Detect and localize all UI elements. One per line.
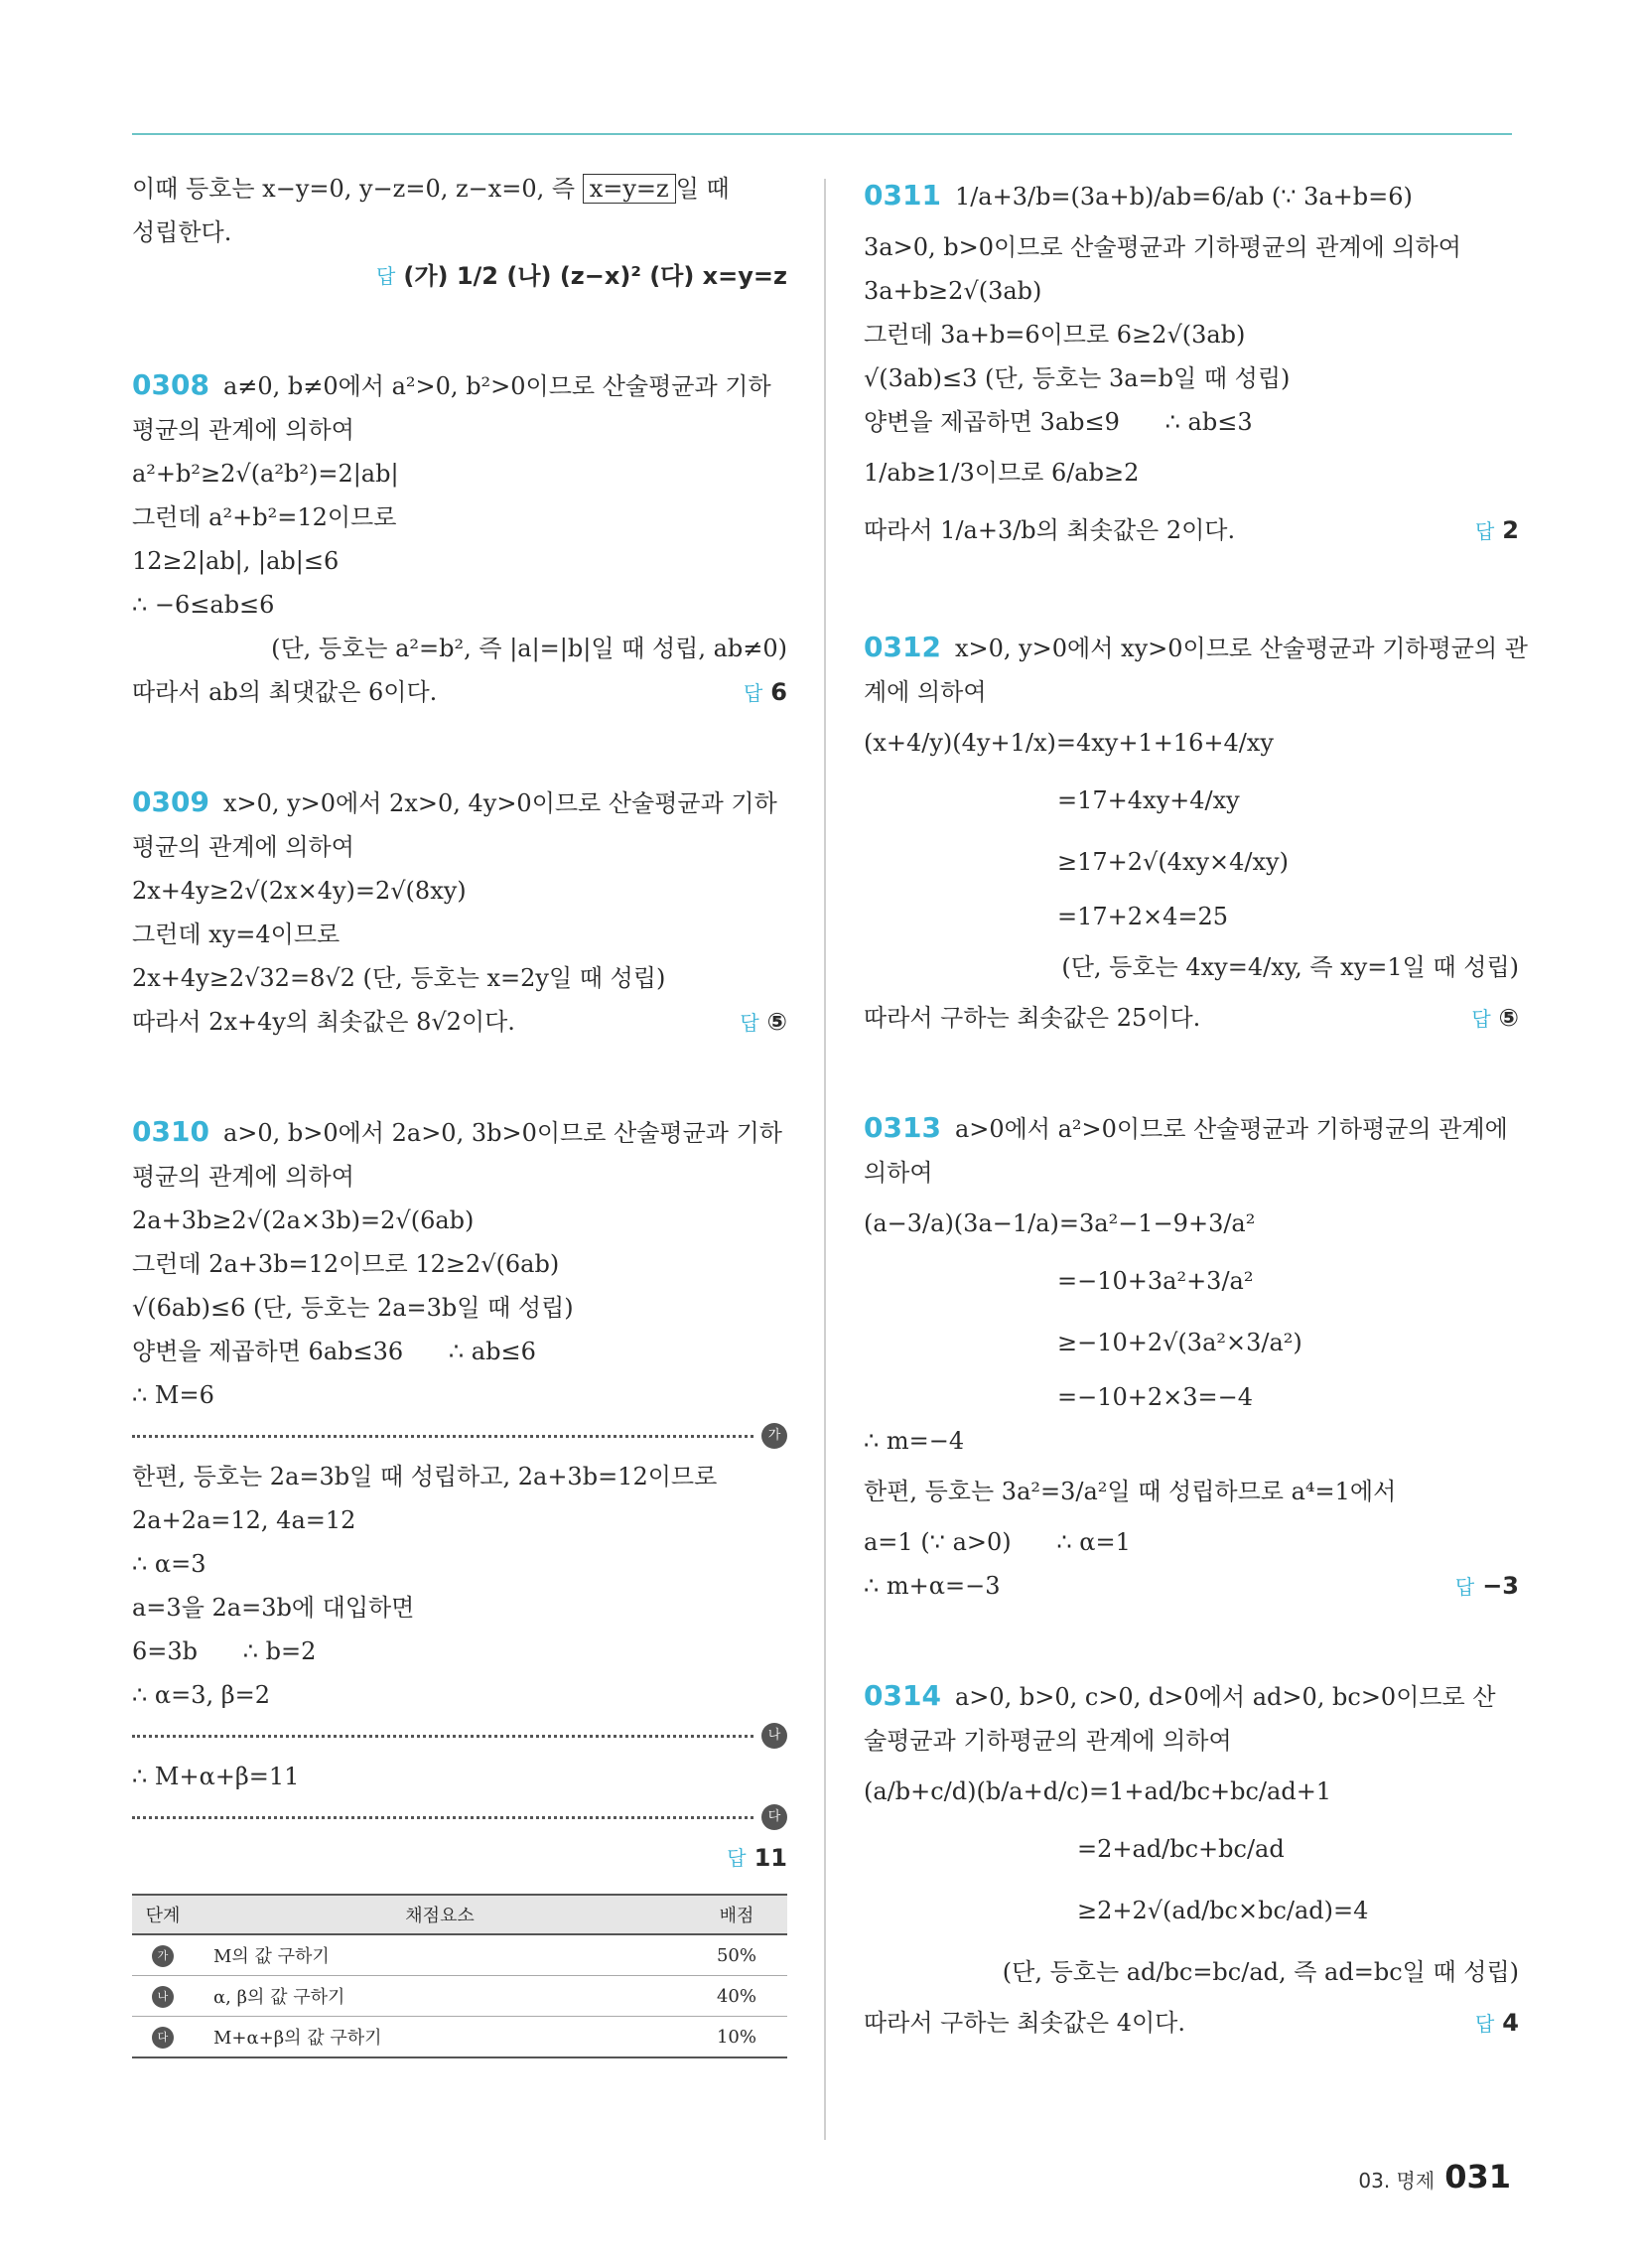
solution-line: 양변을 제곱하면 3ab≤9 ∴ ab≤3 <box>864 408 1253 436</box>
solution-line: 6=3b ∴ b=2 <box>132 1637 317 1665</box>
solution-line: 평균의 관계에 의하여 <box>132 833 354 861</box>
step-divider <box>132 1421 787 1451</box>
intro-text: 이때 등호는 x−y=0, y−z=0, z−x=0, 즉 <box>132 175 583 203</box>
spacer <box>864 560 1519 626</box>
step-cell <box>132 1934 194 1976</box>
chapter-label: 03. 명제 <box>1358 2169 1436 2193</box>
solution-line: ∴ α=3 <box>132 1550 206 1578</box>
solution-line: 그런데 2a+3b=12이므로 12≥2√(6ab) <box>132 1250 560 1278</box>
problem-0310 <box>132 1110 787 2058</box>
line-text: ∴ m+α=−3 <box>864 1572 1001 1600</box>
problem-0308 <box>132 363 787 715</box>
spacer <box>132 715 787 780</box>
solution-line: √(6ab)≤6 (단, 등호는 2a=3b일 때 성립) <box>132 1294 574 1322</box>
equation-line: (a−3/a)(3a−1/a)=3a²−1−9+3/a² <box>864 1209 1256 1237</box>
answer-value: (가) 1/2 (나) (z−x)² (다) x=y=z <box>403 262 787 290</box>
answer-value: −3 <box>1482 1572 1519 1600</box>
answer-label: 답 <box>1474 2012 1495 2036</box>
conclusion-line <box>132 1000 787 1045</box>
conclusion-line <box>132 670 787 715</box>
spacer <box>132 298 787 363</box>
step-divider <box>132 1721 787 1751</box>
problem-number: 0311 <box>864 179 941 212</box>
solution-line: 3a+b≥2√(3ab) <box>864 277 1042 305</box>
conclusion-line <box>864 2001 1519 2046</box>
condition-line: (단, 등호는 a²=b², 즉 |a|=|b|일 때 성립, ab≠0) <box>271 635 787 662</box>
solution-line: 평균의 관계에 의하여 <box>132 1163 354 1191</box>
problem-number: 0310 <box>132 1115 209 1148</box>
solution-line: 평균의 관계에 의하여 <box>132 416 354 444</box>
answer-value: 4 <box>1502 2009 1519 2037</box>
table-row <box>132 2017 787 2058</box>
equation-line: =−10+3a²+3/a² <box>1057 1267 1254 1295</box>
conclusion-line <box>864 1564 1519 1609</box>
solution-line: 한편, 등호는 2a=3b일 때 성립하고, 2a+3b=12이므로 <box>132 1463 718 1490</box>
problem-number: 0314 <box>864 1679 941 1712</box>
line-text: 따라서 구하는 최솟값은 25이다. <box>864 1004 1201 1032</box>
table-row <box>132 1976 787 2017</box>
condition-line: (단, 등호는 4xy=4/xy, 즉 xy=1일 때 성립) <box>1061 953 1519 981</box>
solution-line: a²+b²≥2√(a²b²)=2|ab| <box>132 460 399 488</box>
answer-label: 답 <box>743 681 763 705</box>
answer-value: 11 <box>753 1844 787 1872</box>
equation-line: (x+4/y)(4y+1/x)=4xy+1+16+4/xy <box>864 729 1274 757</box>
solution-line <box>132 780 787 825</box>
solution-line: 그런데 xy=4이므로 <box>132 921 341 948</box>
problem-0309 <box>132 780 787 1045</box>
element-cell: M의 값 구하기 <box>194 1934 686 1976</box>
solution-line: ∴ α=3, β=2 <box>132 1681 270 1709</box>
intro-answer <box>132 254 787 298</box>
solution-line <box>864 1106 1519 1151</box>
answer-value: ⑤ <box>766 1008 787 1036</box>
answer <box>1475 501 1519 560</box>
scoring-table <box>132 1894 787 2058</box>
problem-number: 0313 <box>864 1111 941 1144</box>
points-cell: 40% <box>686 1976 787 2017</box>
solution-line <box>132 1110 787 1155</box>
line-text: 따라서 구하는 최솟값은 4이다. <box>864 2009 1185 2037</box>
step-marker: 나 <box>761 1723 787 1749</box>
spacer <box>132 1045 787 1110</box>
line-text: x>0, y>0에서 2x>0, 4y>0이므로 산술평균과 기하 <box>222 789 777 817</box>
step-marker: 가 <box>152 1945 174 1967</box>
solution-line <box>864 626 1528 670</box>
solution-line: a=1 (∵ a>0) ∴ α=1 <box>864 1528 1131 1556</box>
column-divider <box>824 179 826 2140</box>
answer-label: 답 <box>376 264 396 288</box>
step-marker: 가 <box>761 1423 787 1449</box>
solution-line: 계에 의하여 <box>864 678 987 706</box>
answer-value: 2 <box>1502 516 1519 544</box>
answer-label: 답 <box>1454 1575 1475 1599</box>
solution-line: 양변을 제곱하면 6ab≤36 ∴ ab≤6 <box>132 1338 536 1365</box>
condition-line: (단, 등호는 ad/bc=bc/ad, 즉 ad=bc일 때 성립) <box>1002 1958 1519 1986</box>
line-text: x>0, y>0에서 xy>0이므로 산술평균과 기하평균의 관 <box>954 635 1528 662</box>
boxed-expression: x=y=z <box>583 174 676 204</box>
element-cell: α, β의 값 구하기 <box>194 1976 686 2017</box>
line-text: 1/a+3/b=(3a+b)/ab=6/ab (∵ 3a+b=6) <box>954 183 1413 211</box>
header-element: 채점요소 <box>194 1895 686 1934</box>
line-text: a>0에서 a²>0이므로 산술평균과 기하평균의 관계에 <box>954 1115 1508 1143</box>
solution-line: 2a+2a=12, 4a=12 <box>132 1506 356 1534</box>
line-text: 따라서 ab의 최댓값은 6이다. <box>132 678 438 706</box>
solution-line: 1/ab≥1/3이므로 6/ab≥2 <box>864 459 1140 487</box>
equation-line: =2+ad/bc+bc/ad <box>1077 1835 1285 1863</box>
problem-0313 <box>864 1106 1519 1609</box>
answer-label: 답 <box>727 1846 747 1870</box>
solution-line: 12≥2|ab|, |ab|≤6 <box>132 547 340 575</box>
intro-line-2: 성립한다. <box>132 218 232 246</box>
line-text: a>0, b>0, c>0, d>0에서 ad>0, bc>0이므로 산 <box>954 1683 1496 1711</box>
solution-line: ∴ −6≤ab≤6 <box>132 591 275 619</box>
header-step: 단계 <box>132 1895 194 1934</box>
solution-line: ∴ m=−4 <box>864 1427 965 1455</box>
equation-line: ≥−10+2√(3a²×3/a²) <box>1057 1329 1302 1356</box>
table-row <box>132 1934 787 1976</box>
step-cell <box>132 1976 194 2017</box>
spacer <box>864 1041 1519 1106</box>
line-text: 따라서 2x+4y의 최솟값은 8√2이다. <box>132 1008 515 1036</box>
equation-line: =−10+2×3=−4 <box>1057 1383 1254 1411</box>
equation-line: =17+4xy+4/xy <box>1057 786 1240 814</box>
solution-line <box>864 1674 1519 1719</box>
answer <box>740 1000 787 1045</box>
problem-number: 0312 <box>864 631 941 663</box>
answer <box>132 1836 787 1880</box>
solution-line: ∴ M+α+β=11 <box>132 1763 300 1790</box>
header-rule <box>132 133 1512 135</box>
conclusion-line <box>864 996 1519 1041</box>
intro-text-end: 일 때 <box>675 175 730 203</box>
solution-line: 한편, 등호는 3a²=3/a²일 때 성립하므로 a⁴=1에서 <box>864 1478 1397 1505</box>
line-text: a>0, b>0에서 2a>0, 3b>0이므로 산술평균과 기하 <box>222 1119 782 1147</box>
page-footer <box>1358 2158 1511 2196</box>
answer <box>1455 1564 1519 1609</box>
answer <box>1471 996 1519 1041</box>
solution-line: 술평균과 기하평균의 관계에 의하여 <box>864 1727 1232 1755</box>
equation-line: (a/b+c/d)(b/a+d/c)=1+ad/bc+bc/ad+1 <box>864 1777 1332 1805</box>
solution-line: 그런데 a²+b²=12이므로 <box>132 503 397 531</box>
spacer <box>864 1609 1519 1674</box>
problem-number: 0309 <box>132 785 209 818</box>
points-cell: 10% <box>686 2017 787 2058</box>
table-header-row <box>132 1895 787 1934</box>
equation-line: ≥17+2√(4xy×4/xy) <box>1057 848 1289 876</box>
answer <box>744 670 787 715</box>
step-divider <box>132 1802 787 1832</box>
right-column <box>864 167 1528 2046</box>
solution-line <box>864 167 1519 225</box>
answer <box>1475 2001 1519 2046</box>
solution-line: 2x+4y≥2√(2x×4y)=2√(8xy) <box>132 877 467 905</box>
answer-value: 6 <box>770 678 787 706</box>
answer-label: 답 <box>740 1011 759 1035</box>
solution-line: ∴ M=6 <box>132 1381 214 1409</box>
line-text: a≠0, b≠0에서 a²>0, b²>0이므로 산술평균과 기하 <box>222 372 771 400</box>
step-marker: 다 <box>152 2027 174 2049</box>
answer-label: 답 <box>1474 519 1495 543</box>
answer-label: 답 <box>1471 1007 1491 1031</box>
problem-0311 <box>864 167 1519 560</box>
element-cell: M+α+β의 값 구하기 <box>194 2017 686 2058</box>
intro-line-1 <box>132 167 787 211</box>
equation-line: ≥2+2√(ad/bc×bc/ad)=4 <box>1077 1897 1369 1924</box>
solution-line: 2x+4y≥2√32=8√2 (단, 등호는 x=2y일 때 성립) <box>132 964 666 992</box>
header-points: 배점 <box>686 1895 787 1934</box>
left-column <box>132 167 787 2058</box>
solution-line: 의하여 <box>864 1159 933 1187</box>
problem-0312 <box>864 626 1528 1041</box>
equation-line: =17+2×4=25 <box>1057 903 1229 930</box>
solution-line: a=3을 2a=3b에 대입하면 <box>132 1594 415 1622</box>
solution-line: √(3ab)≤3 (단, 등호는 3a=b일 때 성립) <box>864 364 1291 392</box>
problem-number: 0308 <box>132 368 209 401</box>
dotted-line <box>132 1816 753 1819</box>
solution-line: 2a+3b≥2√(2a×3b)=2√(6ab) <box>132 1206 475 1234</box>
step-cell <box>132 2017 194 2058</box>
answer-value: ⑤ <box>1498 1004 1519 1032</box>
solution-line: 3a>0, b>0이므로 산술평균과 기하평균의 관계에 의하여 <box>864 233 1461 261</box>
page-number: 031 <box>1444 2158 1511 2196</box>
dotted-line <box>132 1435 753 1438</box>
problem-0314 <box>864 1674 1519 2046</box>
solution-line: 그런데 3a+b=6이므로 6≥2√(3ab) <box>864 321 1246 349</box>
step-marker: 나 <box>152 1986 174 2008</box>
points-cell: 50% <box>686 1934 787 1976</box>
solution-line <box>132 363 787 408</box>
step-marker: 다 <box>761 1804 787 1830</box>
dotted-line <box>132 1735 753 1738</box>
conclusion-line <box>864 501 1519 560</box>
line-text: 따라서 1/a+3/b의 최솟값은 2이다. <box>864 516 1236 544</box>
